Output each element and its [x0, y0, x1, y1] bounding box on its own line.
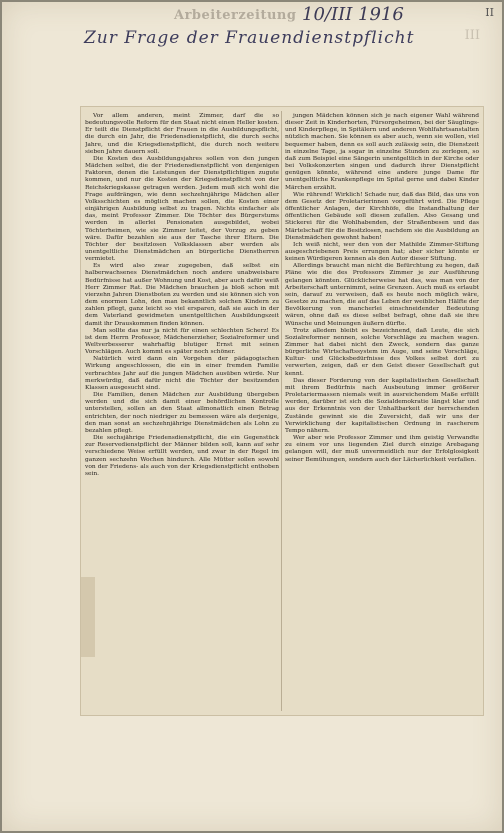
article-paragraph: Man sollte das nur ja nicht für einen schlechten Scherz! Es ist dem Herrn Professor, Mädchenerzieher, Sozialreformer und Weltverbesserer wahrhaftig blutiger Ernst mit seinen Vorschlägen. Auch kommt es später noch schöner.	[85, 327, 279, 356]
column-divider	[281, 111, 282, 711]
article-paragraph: Allerdings braucht man nicht die Befürchtung zu hegen, daß Pläne wie die des Professors Zimmer je zur Ausführung gelangen könnten. Glücklicherweise hat das, was man von der Arbeiterschaft unternimmt, seine Grenzen. Auch muß es erlaubt sein, darauf zu verweisen, daß es heute noch möglich wäre, Gesetze zu machen, die auf das Leben der weiblichen Hälfte der Bevölkerung von mancherlei einschneidender Bedeutung wären, ohne daß es diese selbst befragt, ohne daß sie ihre Wünsche und Meinungen äußern dürfte.	[285, 263, 479, 327]
newspaper-masthead: Arbeiterzeitung	[174, 8, 297, 23]
handwritten-date: 10/III 1916	[302, 4, 404, 25]
article-paragraph: Die Kosten des Ausbildungsjahres sollen von den jungen Mädchen selbst, die der Friedensdienstpflicht von denjenigen Faktoren, denen die Leistungen der Dienstpflichtigen zugute kommen, und nur die Kosten der Kriegsdienstpflicht von der Reichskriegskasse getragen werden. Jedem muß sich wohl die Frage aufdrängen, wie denn sechzehnjährige Mädchen aller Volksschichten es möglich machen sollen, die Kosten einer einjährigen Ausbildung selbst zu tragen. Nichts einfacher als das, meint Professor Zimmer. Die Töchter des Bürgerstums werden in allerlei Pensionaten ausgebildet, wobei Töchterheimen, wie sie Zimmer leitet, der Vorzug zu geben wäre. Dafür bezahlen sie aus der Tasche ihrer Eltern. Die Töchter der besitzlosen Volksklassen aber werden als unentgeltliche Dienstmädchen an bürgerliche Dienstherren vermietet.	[85, 155, 279, 263]
article-paragraph: Die Familien, denen Mädchen zur Ausbildung übergeben werden und die sich damit einer behördlichen Kontrolle unterstellen, sollen an den Staat allmonatlich einen Betrag entrichten, der noch niedriger zu bemessen wäre als derjenige, den man sonst an sechzehnjährige Dienstmädchen als Lohn zu bezahlen pflegt.	[85, 392, 279, 434]
corner-mark: III	[464, 28, 480, 43]
article-paragraph: Das dieser Forderung von der kapitalistischen Gesellschaft mit ihrem Bedürfnis nach Ausbeutung immer größerer Proletariermassen niemals weit in ausreichendem Maße erfüllt werden, darüber ist sich die Sozialdemokratie längst klar und aus der Erkenntnis von der Unhaltbarkeit der herrschenden Zustände gewinnt sie die Zuversicht, daß wir uns der Verwirklichung der kapitalistischen Ordnung in rascherem Tempo nähern.	[285, 377, 479, 434]
article-paragraph: Die sechsjährige Friedensdienstpflicht, die ein Gegenstück zur Reservedienstpflicht der Männer bilden soll, kann auf sehr verschiedene Weise erfüllt werden, und zwar in der Regel im ganzen sechzehn Wochen hindurch. Alle Mütter sollen sowohl von der Friedens- als auch von der Kriegsdienstpflicht enthoben sein.	[85, 435, 279, 477]
article-paragraph: Wer aber wie Professor Zimmer und ihm geistig Verwandte zu einem vor uns liegenden Ziel durch einzige Arebagang gelangen will, der muß unvermeidlich nur der Erfolglosigkeit seiner Bemühungen, sondern auch der Lächerlichkeit verfallen.	[285, 435, 479, 463]
article-paragraph: jungen Mädchen können sich je nach eigener Wahl während dieser Zeit in Kinderhorten, Fürsorgeheimen, bei der Säuglings- und Kinderpflege, in Spitälern und anderen Wohlfahrtsanstalten nützlich machen. Sie können es aber auch, wenn sie wollen, viel bequemer haben, denn es soll auch zulässig sein, die Dienstzeit in einzelne Tage, ja sogar in einzelne Stunden zu zerlegen, so daß zum Beispiel eine Sängerin unentgeltlich in der Kirche oder bei Volkskonzerten singen und dadurch ihrer Dienstpflicht genügen könnte, während eine andere junge Dame für unentgeltliche Krankenpflege im Spital gerne und dabei Kinder Märchen erzählt.	[285, 113, 479, 191]
article-column-left	[85, 113, 279, 711]
handwritten-title: Zur Frage der Frauendienstpflicht	[84, 28, 415, 48]
article-paragraph: Es wird also zwar zugegeben, daß selbst ein halberwachsenes Dienstmädchen noch andere unabweisbare Bedürfnisse hat außer Wohnung und Kost, aber auch dafür weiß Herr Zimmer Rat. Die Mädchen brauchen ja bloß schon mit vierzehn Jahren Dienstboten zu werden und sie können sich von dem enormen Lohn, den man bekanntlich solchen Kindern zu zahlen pflegt, ganz leicht so viel ersparen, daß sie auch in der dem Vaterland gewidmeten unentgeltlichen Ausbildungszeit damit ihr Drauskommen finden können.	[85, 263, 279, 327]
newspaper-clipping	[80, 106, 484, 716]
article-paragraph: Vor allem anderen, meint Zimmer, darf die so bedeutungsvolle Reform für den Staat nicht einen Heller kosten. Er teilt die Dienstpflicht der Frauen in die Ausbildungspflicht, die durch ein Jahr, die Friedensdienstpflicht, die durch sechs Jahre, und die Kriegsdienstpflicht, die durch noch weitere sieben Jahre dauern soll.	[85, 113, 279, 155]
article-paragraph: Trotz alledem bleibt es bezeichnend, daß Leute, die sich Sozialreformer nennen, solche Vorschläge zu machen wagen. Zimmer hat dabei nicht den Zweck, sondern das ganze bürgerliche Wirtschaftssystem im Auge, und seine Vorschläge, Kultur- und Glücksbedürfnisse des Volkes selbst dort zu verwerten, zeigen, daß er den Geist dieser Gesellschaft gut kennt.	[285, 327, 479, 377]
page-number: II	[485, 6, 494, 19]
archive-sheet	[2, 2, 502, 831]
article-paragraph: Wie rührend! Wirklich! Schade nur, daß das Bild, das uns von dem Gesetz der Proletarierinnen vorgeführt wird. Die Pflege öffentlicher Anlagen, der Kirchhöfe, die Instandhaltung der öffentlichen Gebäude soll diesen zufallen. Also Gesang und Stickerei für die Wohlhabenden, der Straßenbesen und das Märtelschaff für die Besitzlosen, nachdem sie die Ausbildung an Dienstmädchen gewohnt haben!	[285, 191, 479, 241]
article-paragraph: Natürlich wird dann ein Vorgehen der pädagogischen Wirkung angeschlossen, die ein in einer fremden Familie verbrachtes Jahr auf die jungen Mädchen ausüben würde. Nur merkwürdig, daß dafür nicht die Töchter der besitzenden Klassen ausgesucht sind.	[85, 356, 279, 391]
article-paragraph: Ich weiß nicht, wer den von der Mathilde Zimmer-Stiftung ausgeschriebenen Preis errungen hat; aber sicher könnte er keinen Würdigeren kennen als den Autor dieser Stiftung.	[285, 241, 479, 263]
article-column-right	[285, 113, 479, 711]
